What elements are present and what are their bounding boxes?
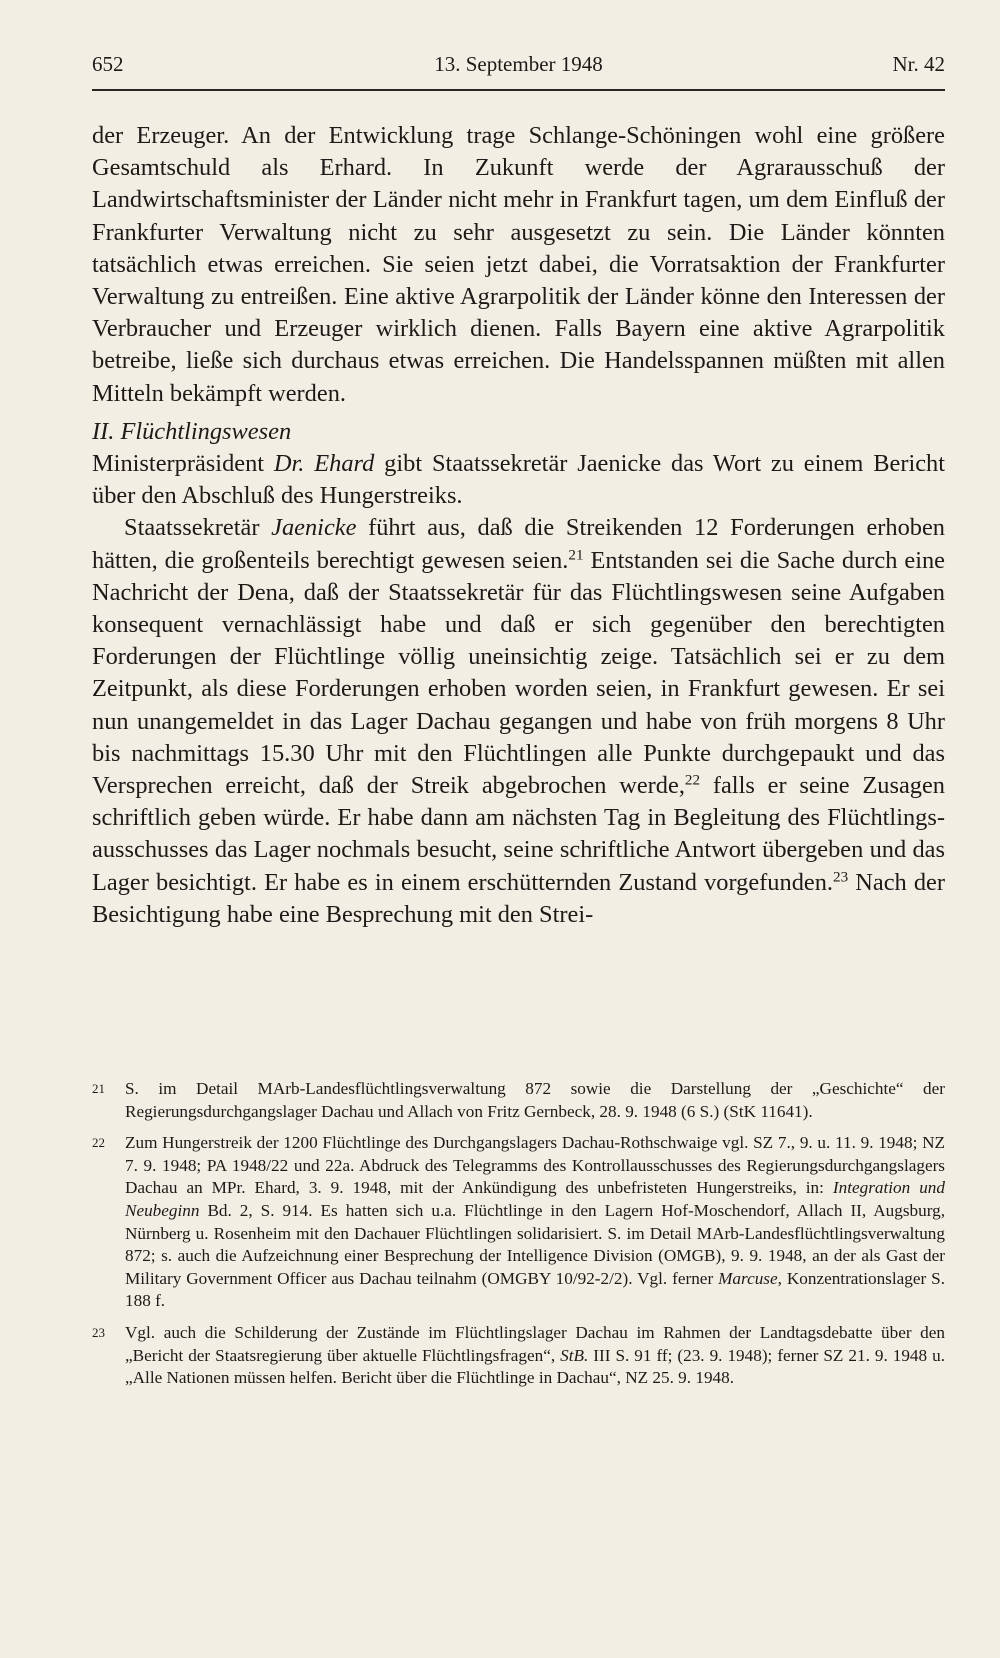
footnote-citation: Marcuse (718, 1268, 778, 1288)
footnote-number: 23 (92, 1324, 105, 1340)
footnote-21 (92, 1078, 945, 1123)
footnote-number: 22 (92, 1135, 105, 1151)
footnote-text: Bd. 2, S. 914. Es hatten sich u.a. Flüchtlinge in den Lagern Hof-Moschendorf, Allach II, Augsburg, Nürnberg u. Rosenheim mit den Dachauer Flüchtlingen solidarisiert. S. im Detail MArb-Landesflüchtlingsverwaltung 872; s. auch die Aufzeichnung einer Besprechung der Intelligence Division (OMGB), 9. 9. 1948, an der als Gast der Military Government Officer aus Dachau teilnahm (OMGBY 10/92-2/2). Vgl. ferner (125, 1200, 945, 1288)
section-heading: II. Flüchtlingswesen (92, 417, 292, 445)
footnotes (92, 1078, 945, 1399)
page-number: 652 (92, 52, 124, 76)
paragraph-3-part-d: falls er seine Zusagen schriftlich geben würde. Er habe dann am nächsten Tag in Begleitung des Flüchtlingsausschusses das Lager nochmals besucht, seine schriftliche Antwort übergeben und das Lager besichtigt. Er habe es in einem erschütternden Zustand vorgefunden. (92, 772, 945, 896)
paragraph-3 (92, 512, 945, 931)
paragraph-2 (92, 448, 945, 512)
paragraph-1: der Erzeuger. An der Entwicklung trage Schlange-Schöningen wohl eine größere Gesamtschuld als Erhard. In Zukunft werde der Agrarausschuß der Landwirtschaftsminister der Länder nicht mehr in Frankfurt tagen, um dem Einfluß der Frankfurter Verwaltung nicht zu sehr ausgesetzt zu sein. Die Länder könnten tatsächlich etwas erreichen. Sie seien jetzt dabei, die Vorratsaktion der Frankfurter Verwaltung zu entreißen. Eine aktive Agrarpolitik der Länder könne den Interessen der Verbraucher und Erzeuger wirklich dienen. Falls Bayern eine aktive Agrarpolitik betreibe, ließe sich durchaus etwas erreichen. Die Handelsspannen müßten mit allen Mitteln bekämpft werden. (92, 122, 945, 407)
main-text (92, 120, 945, 931)
header-rule (92, 89, 945, 91)
footnote-ref-21[interactable]: 21 (568, 547, 584, 564)
footnote-citation: Integration und Neubeginn (125, 1178, 945, 1220)
header-date: 13. September 1948 (434, 52, 603, 76)
footnote-citation: StB. (560, 1345, 589, 1365)
issue-number: Nr. 42 (892, 52, 945, 76)
footnote-text: , Konzentrationslager S. 188 f. (125, 1268, 945, 1311)
paragraph-2-rest: gibt Staatssekretär Jaenicke das Wort zu einem Bericht über den Abschluß des Hungerstreiks. (92, 450, 946, 510)
paragraph-3-part-b: führt aus, daß die Streikenden 12 Forderungen erhoben hätten, die großenteils berechtigt gewesen seien. (92, 514, 945, 574)
speaker-name: Dr. Ehard (273, 450, 375, 478)
footnote-ref-22[interactable]: 22 (684, 772, 701, 789)
footnote-number: 21 (92, 1081, 105, 1096)
paragraph-3-start: Staatssekretär (124, 514, 272, 542)
paragraph-3-part-e: Nach der Besichtigung habe eine Besprechung mit den Strei- (92, 868, 945, 928)
paragraph-3-part-c: Entstanden sei die Sache durch eine Nachricht der Dena, daß der Staatssekretär für das Flüchtlingswesen seine Aufgaben konsequent vernachlässigt habe und daß er sich gegenüber den berechtigten Forderungen der Flüchtlinge völlig uneinsichtig zeige. Tatsächlich sei er zu dem Zeitpunkt, als diese Forderungen erhoben worden seien, in Frankfurt gewesen. Er sei nun unangemeldet in das Lager Dachau gegangen und habe von früh morgens 8 Uhr bis nachmittags 15.30 Uhr mit den Flüchtlingen alle Punkte durchgepaukt und das Versprechen erreicht, daß der Streik abgebrochen werde, (92, 546, 946, 800)
paragraph-2-start: Ministerpräsident (92, 450, 274, 478)
running-header (92, 52, 945, 92)
footnote-23 (92, 1322, 945, 1390)
footnote-text: Vgl. auch die Schilderung der Zustände im Flüchtlingslager Dachau im Rahmen der Landtagsdebatte über den „Bericht der Staatsregierung über aktuelle Flüchtlingsfragen“, (125, 1322, 945, 1365)
footnote-22 (92, 1132, 945, 1313)
footnote-ref-23[interactable]: 23 (833, 869, 849, 886)
speaker-name: Jaenicke (271, 514, 357, 542)
footnote-text: Zum Hungerstreik der 1200 Flüchtlinge des Durchgangslagers Dachau-Rothschwaige vgl. SZ 7., 9. u. 11. 9. 1948; NZ 7. 9. 1948; PA 1948/22 und 22a. Abdruck des Telegramms des Kontrollausschusses des Regierungsdurchgangslagers Dachau an MPr. Ehard, 3. 9. 1948, mit der Ankündigung des unbefristeten Hungerstreiks, in: (125, 1133, 945, 1198)
footnote-text: III S. 91 ff; (23. 9. 1948); ferner SZ 21. 9. 1948 u. „Alle Nationen müssen helfen. Bericht über die Flüchtlinge in Dachau“, NZ 25. 9. 1948. (125, 1345, 945, 1388)
footnote-text: S. im Detail MArb-Landesflüchtlingsverwaltung 872 sowie die Darstellung der „Geschichte“ der Regierungsdurchgangslager Dachau und Allach von Fritz Gernbeck, 28. 9. 1948 (6 S.) (StK 11641). (125, 1079, 945, 1121)
